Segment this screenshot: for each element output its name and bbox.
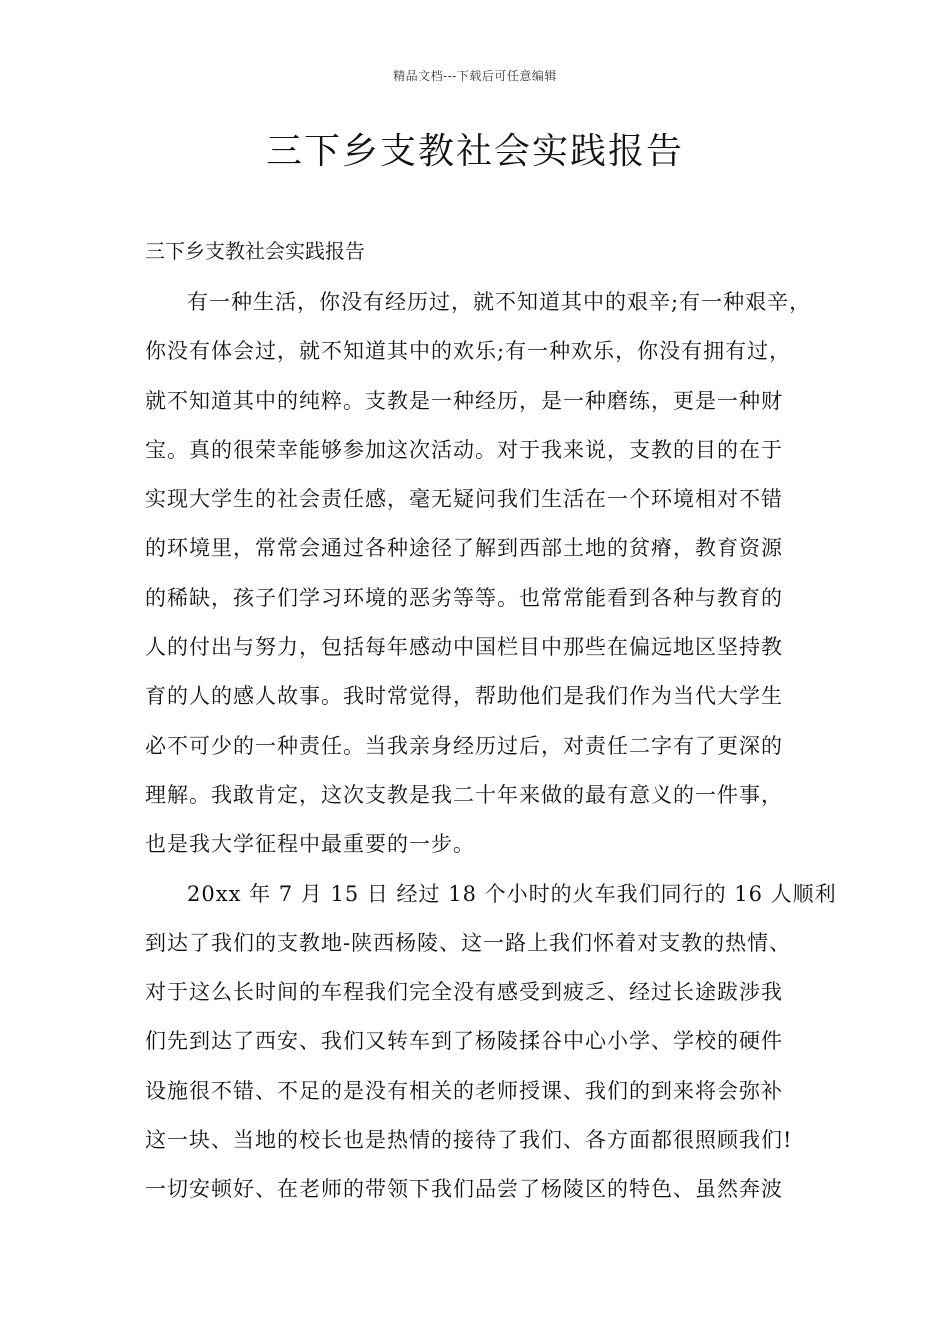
paragraph-1-line: 人的付出与努力，包括每年感动中国栏目中那些在偏远地区坚持教 — [145, 635, 783, 660]
paragraph-2-line: 这一块、当地的校长也是热情的接待了我们、各方面都很照顾我们! — [145, 1128, 793, 1153]
paragraph-2-line: 一切安顿好、在老师的带领下我们品尝了杨陵区的特色、虽然奔波 — [145, 1177, 783, 1202]
paragraph-2-line: 们先到达了西安、我们又转车到了杨陵揉谷中心小学、学校的硬件 — [145, 1029, 783, 1054]
paragraph-1-line: 育的人的感人故事。我时常觉得，帮助他们是我们作为当代大学生 — [145, 684, 783, 709]
paragraph-1-line: 理解。我敢肯定，这次支教是我二十年来做的最有意义的一件事， — [145, 782, 783, 807]
paragraph-1-line: 必不可少的一种责任。当我亲身经历过后，对责任二字有了更深的 — [145, 733, 783, 758]
document-subtitle: 三下乡支教社会实践报告 — [145, 239, 365, 263]
paragraph-1-line: 的环境里，常常会通过各种途径了解到西部土地的贫瘠，教育资源 — [145, 536, 783, 561]
paragraph-1-line: 实现大学生的社会责任感，毫无疑问我们生活在一个环境相对不错 — [145, 487, 783, 512]
paragraph-1-line: 有一种生活，你没有经历过，就不知道其中的艰辛;有一种艰辛， — [187, 290, 812, 314]
paragraph-2-line: 20xx 年 7 月 15 日 经过 18 个小时的火车我们同行的 16 人顺利 — [187, 881, 837, 906]
document-body — [145, 282, 837, 1219]
paragraph-2-line: 到达了我们的支教地-陕西杨陵、这一路上我们怀着对支教的热情、 — [145, 930, 792, 955]
paragraph-2-line: 对于这么长时间的车程我们完全没有感受到疲乏、经过长途跋涉我 — [145, 980, 783, 1005]
paragraph-1-line: 也是我大学征程中最重要的一步。 — [145, 832, 475, 857]
paragraph-2-line: 设施很不错、不足的是没有相关的老师授课、我们的到来将会弥补 — [145, 1078, 783, 1103]
paragraph-1-line: 你没有体会过，就不知道其中的欢乐;有一种欢乐，你没有拥有过， — [145, 339, 792, 364]
paragraph-1-line: 就不知道其中的纯粹。支教是一种经历，是一种磨练，更是一种财 — [145, 388, 783, 413]
paragraph-1-line: 宝。真的很荣幸能够参加这次活动。对于我来说，支教的目的在于 — [145, 437, 783, 462]
paragraph-1-line: 的稀缺，孩子们学习环境的恶劣等等。也常常能看到各种与教育的 — [145, 585, 783, 610]
document-title: 三下乡支教社会实践报告 — [265, 131, 684, 172]
header-note: 精品文档---下载后可任意编辑 — [393, 69, 557, 83]
